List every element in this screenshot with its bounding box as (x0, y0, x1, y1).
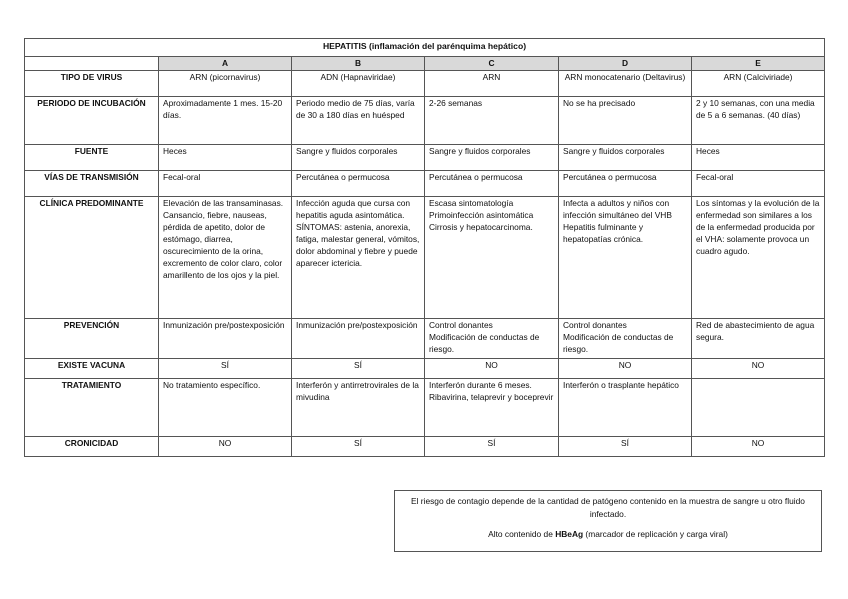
table-cell (692, 319, 825, 359)
table-cell (692, 97, 825, 145)
column-header-b: B (292, 57, 425, 71)
table-row (25, 359, 825, 379)
column-header-a: A (159, 57, 292, 71)
table-cell (692, 437, 825, 457)
cell-text: Heces (696, 146, 720, 156)
cell-text: Periodo medio de 75 días, varía de 30 a 180 días en huésped (296, 98, 415, 120)
cell-text: Sangre y fluidos corporales (429, 146, 531, 156)
cell-text: Control donantes (563, 320, 627, 330)
table-cell (425, 379, 559, 437)
table-cell (159, 97, 292, 145)
table-cell (292, 319, 425, 359)
cell-text: Fecal-oral (163, 172, 201, 182)
note-line-1: El riesgo de contagio depende de la cantidad de patógeno contenido en la muestra de sangre u otro fluido infectado. (411, 496, 805, 519)
table-cell (692, 379, 825, 437)
row-label: CLÍNICA PREDOMINANTE (25, 197, 159, 319)
cell-text: Modificación de conductas de riesgo. (563, 331, 674, 354)
table-cell (159, 197, 292, 319)
cell-text: ARN (482, 72, 501, 82)
cell-text: Percutánea o permucosa (429, 172, 523, 182)
table-row (25, 197, 825, 319)
cell-text: Sangre y fluidos corporales (296, 146, 398, 156)
hepatitis-table (24, 38, 825, 457)
table-cell (425, 97, 559, 145)
cell-text: Infecta a adultos y niños con infección simultáneo del VHB (563, 198, 672, 220)
cell-text: Cansancio, fiebre, nauseas, pérdida de apetito, dolor de estómago, diarrea, oscurecimiento de la orina, excremento de color claro, color amarillento de los ojos y la piel. (163, 209, 283, 280)
table-cell (559, 197, 692, 319)
cell-text: ARN (picornavirus) (189, 72, 261, 82)
table-cell (425, 145, 559, 171)
table-cell (292, 97, 425, 145)
row-label: VÍAS DE TRANSMISIÓN (25, 171, 159, 197)
row-label: EXISTE VACUNA (25, 359, 159, 379)
cell-text: NO (218, 438, 232, 448)
cell-text: Escasa sintomatología (429, 198, 514, 208)
table-cell (692, 145, 825, 171)
cell-text: Cirrosis y hepatocarcinoma. (429, 221, 533, 232)
table-cell (559, 171, 692, 197)
cell-text: SÍ (621, 438, 629, 448)
corner-cell (25, 57, 159, 71)
table-cell (292, 379, 425, 437)
cell-text: Elevación de las transaminasas. (163, 198, 284, 208)
table-row (25, 319, 825, 359)
cell-text: NO (751, 438, 765, 448)
table-row (25, 171, 825, 197)
row-label: PERIODO DE INCUBACIÓN (25, 97, 159, 145)
table-cell (692, 171, 825, 197)
table-cell (292, 437, 425, 457)
row-label: CRONICIDAD (25, 437, 159, 457)
column-header-d: D (559, 57, 692, 71)
cell-text: SÍ (221, 360, 229, 370)
cell-text: SÍ (354, 438, 362, 448)
column-letters-row (25, 57, 825, 71)
note-suffix: (marcador de replicación y carga viral) (583, 529, 728, 540)
note-prefix: Alto contenido de (488, 529, 556, 540)
table-cell (425, 197, 559, 319)
cell-text: NO (618, 360, 632, 370)
cell-text: Infección aguda que cursa con hepatitis aguda asintomática. (296, 198, 411, 220)
table-cell (692, 71, 825, 97)
cell-text: Aproximadamente 1 mes. 15-20 días. (163, 98, 283, 120)
table-cell (559, 379, 692, 437)
table-cell (559, 145, 692, 171)
table-row (25, 437, 825, 457)
cell-text: Inmunización pre/postexposición (296, 320, 418, 330)
cell-text: ARN monocatenario (Deltavirus) (564, 72, 686, 82)
table-cell (159, 71, 292, 97)
cell-text: NO (751, 360, 765, 370)
cell-text: SÍNTOMAS: astenia, anorexia, fatiga, malestar general, vómitos, dolor abdominal y fiebre y puede aparecer ictericia. (296, 221, 420, 268)
table-cell (159, 437, 292, 457)
cell-text: Primoinfección asintomática (429, 209, 534, 220)
table-cell (159, 379, 292, 437)
cell-text: No tratamiento específico. (163, 380, 261, 390)
column-header-c: C (425, 57, 559, 71)
table-row (25, 97, 825, 145)
cell-text: Interferón o trasplante hepático (563, 380, 679, 390)
contagion-note (394, 490, 822, 552)
cell-text: Fecal-oral (696, 172, 734, 182)
cell-text: Inmunización pre/postexposición (163, 320, 285, 330)
cell-text: Percutánea o permucosa (563, 172, 657, 182)
table-cell (159, 145, 292, 171)
cell-text: 2 y 10 semanas, con una media de 5 a 6 semanas. (40 días) (696, 98, 815, 120)
cell-text: Percutánea o permucosa (296, 172, 390, 182)
cell-text: NO (485, 360, 498, 370)
cell-text: Interferón durante 6 meses. (429, 380, 532, 390)
table-row (25, 71, 825, 97)
table-cell (559, 71, 692, 97)
table-cell (559, 437, 692, 457)
table-cell (292, 359, 425, 379)
table-cell (292, 171, 425, 197)
cell-text: ARN (Calciviriade) (723, 72, 793, 82)
cell-text: SÍ (487, 438, 496, 448)
table-row (25, 379, 825, 437)
table-cell (159, 171, 292, 197)
cell-text: Los síntomas y la evolución de la enfermedad son similares a los de la enfermedad producida por el VHA: solamente provoca un cuadro agudo. (696, 198, 820, 256)
note-line-2 (409, 528, 807, 541)
table-cell (292, 197, 425, 319)
table-cell (425, 319, 559, 359)
table-cell (425, 437, 559, 457)
note-hbeag: HBeAg (555, 529, 584, 540)
table-title: HEPATITIS (inflamación del parénquima hepático) (25, 39, 825, 57)
cell-text: Modificación de conductas de riesgo. (429, 331, 540, 354)
cell-text: Control donantes (429, 320, 493, 330)
row-label: PREVENCIÓN (25, 319, 159, 359)
table-cell (425, 171, 559, 197)
cell-text: SÍ (354, 360, 362, 370)
table-cell (559, 319, 692, 359)
row-label: FUENTE (25, 145, 159, 171)
table-cell (159, 359, 292, 379)
column-header-e: E (692, 57, 825, 71)
row-label: TIPO DE VIRUS (25, 71, 159, 97)
table-cell (292, 71, 425, 97)
table-cell (159, 319, 292, 359)
cell-text: Sangre y fluidos corporales (563, 146, 665, 156)
table-cell (559, 97, 692, 145)
table-cell (425, 71, 559, 97)
cell-text: Ribavirina, telaprevir y boceprevir (429, 391, 554, 402)
cell-text: No se ha precisado (563, 98, 636, 108)
cell-text: Interferón y antirretrovirales de la mivudina (296, 380, 419, 402)
table-cell (292, 145, 425, 171)
table-cell (692, 197, 825, 319)
row-label: TRATAMIENTO (25, 379, 159, 437)
cell-text: ADN (Hapnaviridae) (320, 72, 396, 82)
cell-text: Hepatitis fulminante y hepatopatías crónica. (563, 221, 644, 244)
table-cell (559, 359, 692, 379)
cell-text: Heces (163, 146, 187, 156)
table-row (25, 145, 825, 171)
table-cell (692, 359, 825, 379)
cell-text: 2-26 semanas (429, 98, 483, 108)
table-cell (425, 359, 559, 379)
cell-text: Red de abastecimiento de agua segura. (696, 320, 815, 342)
